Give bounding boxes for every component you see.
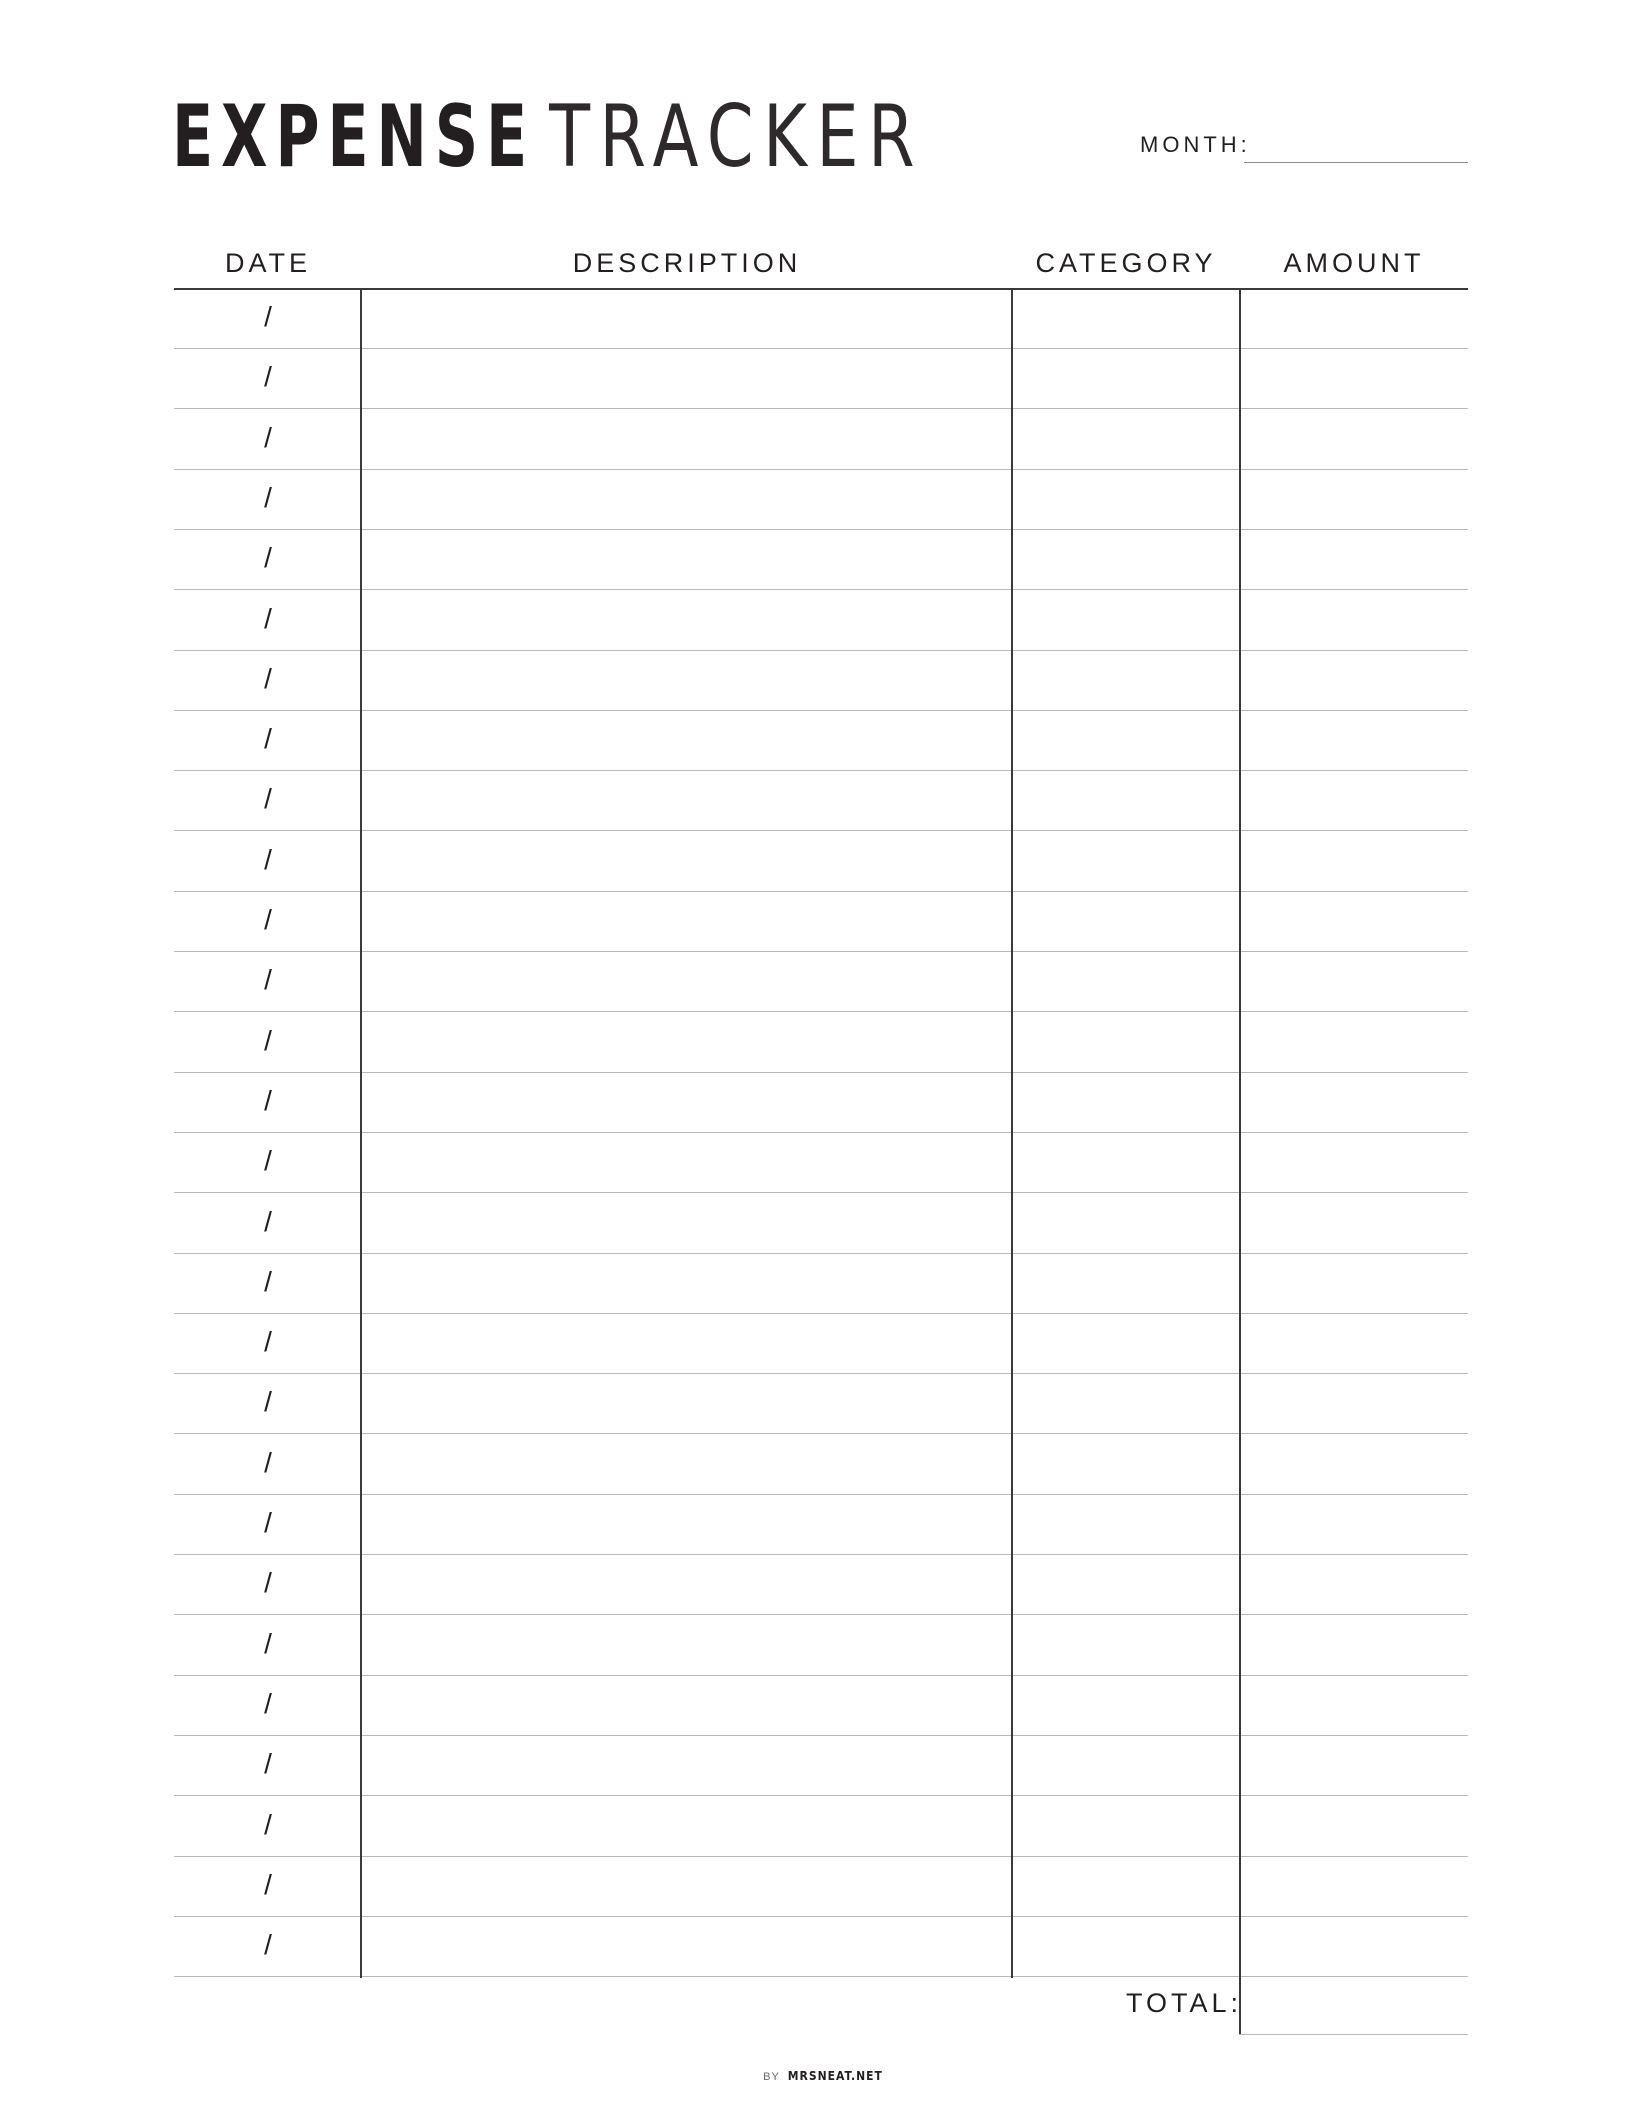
table-row[interactable]	[174, 1073, 1468, 1133]
table-row[interactable]	[174, 1555, 1468, 1615]
month-field[interactable]	[1244, 162, 1468, 163]
table-row[interactable]	[174, 1797, 1468, 1857]
date-slash: /	[264, 1507, 272, 1538]
column-header-amount: AMOUNT	[1283, 248, 1425, 278]
table-row[interactable]	[174, 1736, 1468, 1796]
table-row[interactable]	[174, 1857, 1468, 1917]
date-slash: /	[264, 783, 272, 815]
table-row[interactable]	[174, 1013, 1468, 1073]
table-row[interactable]	[174, 470, 1468, 530]
page-title	[172, 87, 925, 187]
table-row[interactable]	[174, 1254, 1468, 1314]
table-row[interactable]	[174, 410, 1468, 470]
date-slash: /	[264, 1446, 272, 1478]
column-header-date: DATE	[224, 248, 311, 278]
date-slash: /	[264, 1205, 272, 1237]
table-row[interactable]	[174, 1133, 1468, 1193]
table-row[interactable]	[174, 1314, 1468, 1374]
date-slash: /	[264, 421, 272, 453]
date-slash: /	[264, 1929, 272, 1961]
date-slash: /	[264, 1627, 272, 1659]
date-slash: /	[264, 1808, 272, 1840]
table-row[interactable]	[174, 1676, 1468, 1736]
month-label: MONTH:	[1140, 132, 1251, 157]
date-slash: /	[264, 843, 272, 875]
date-slash: /	[264, 361, 272, 393]
date-column-divider	[360, 289, 362, 1978]
total-label: TOTAL:	[1126, 1988, 1243, 2018]
table-row[interactable]	[174, 530, 1468, 590]
footer-credit	[0, 2069, 1646, 2083]
table-row[interactable]	[174, 952, 1468, 1012]
date-slash: /	[264, 1024, 272, 1056]
table-row[interactable]	[174, 771, 1468, 831]
date-slash: /	[264, 542, 272, 574]
column-header-category: CATEGORY	[1035, 248, 1217, 278]
date-slash: /	[264, 1567, 272, 1599]
date-slash: /	[264, 723, 272, 755]
date-slash: /	[264, 964, 272, 996]
table-row[interactable]	[174, 651, 1468, 711]
table-row[interactable]	[174, 832, 1468, 892]
date-slash: /	[264, 1868, 272, 1900]
table-row[interactable]	[174, 1435, 1468, 1495]
date-slash: /	[264, 662, 272, 694]
row-divider	[174, 1976, 1468, 1977]
footer-by: BY	[763, 2071, 780, 2083]
table-row[interactable]	[174, 349, 1468, 409]
date-slash: /	[264, 904, 272, 935]
footer-brand: MRSNEAT.NET	[787, 2069, 883, 2083]
title-light: TRACKER	[549, 87, 925, 187]
description-column-divider	[1011, 289, 1013, 1978]
table-row[interactable]	[174, 1495, 1468, 1555]
table-row[interactable]	[174, 1194, 1468, 1254]
date-slash: /	[264, 1145, 272, 1177]
title-bold: EXPENSE	[172, 87, 536, 187]
date-slash: /	[264, 1748, 272, 1780]
date-slash: /	[264, 602, 272, 634]
date-slash: /	[264, 1386, 272, 1418]
table-row[interactable]	[174, 591, 1468, 651]
table-row[interactable]	[174, 892, 1468, 952]
date-slash: /	[264, 1687, 272, 1719]
date-slash: /	[264, 1326, 272, 1358]
total-field[interactable]	[1239, 2034, 1468, 2035]
date-slash: /	[264, 1084, 272, 1116]
table-row[interactable]	[174, 289, 1468, 349]
table-row[interactable]	[174, 1917, 1468, 1977]
table-row[interactable]	[174, 1374, 1468, 1434]
column-header-description: DESCRIPTION	[572, 248, 802, 278]
date-slash: /	[264, 301, 272, 332]
date-slash: /	[264, 481, 272, 513]
category-column-divider	[1239, 289, 1241, 2035]
table-row[interactable]	[174, 1616, 1468, 1676]
date-slash: /	[264, 1265, 272, 1297]
table-row[interactable]	[174, 711, 1468, 771]
